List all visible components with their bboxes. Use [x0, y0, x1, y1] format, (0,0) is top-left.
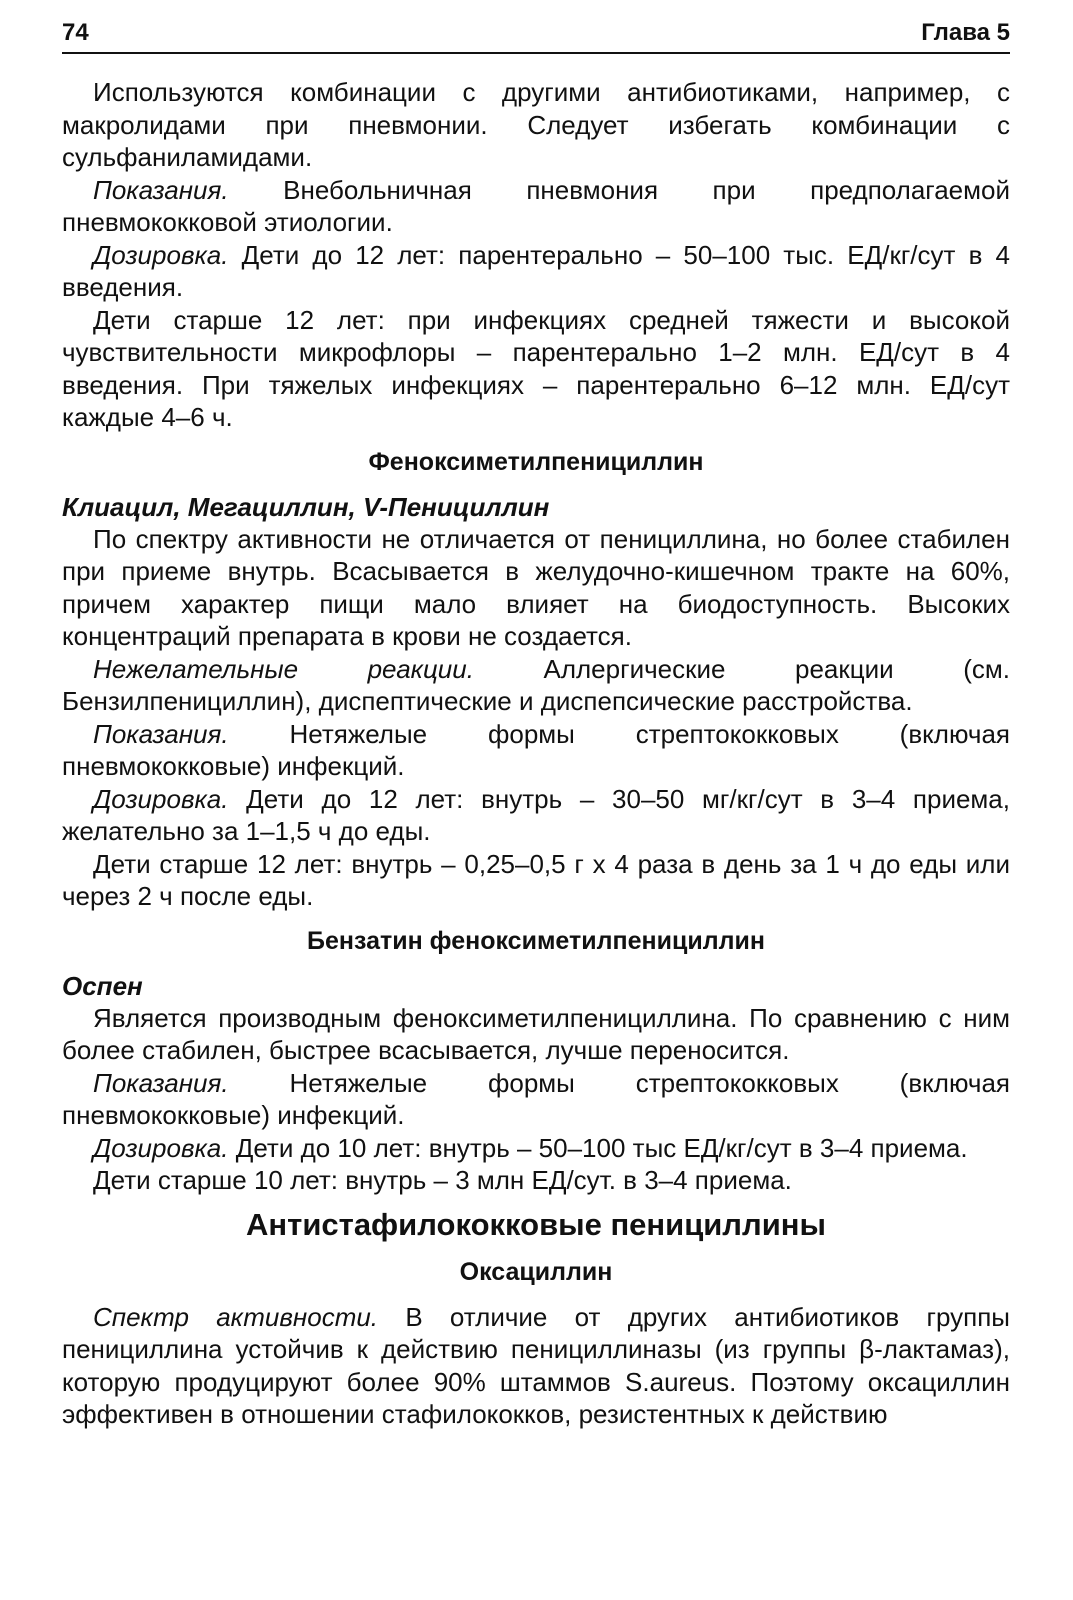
paragraph-dosage-older: Дети старше 12 лет: при инфекциях средней тяжести и высокой чувствительности микрофлоры – парентерально 1–2 млн. ЕД/сут в 4 введения. При тяжелых инфекциях – парентерально 6–12 млн. ЕД/сут каждые 4–6 ч.: [62, 304, 1010, 432]
trade-names: Клиацил, Мегациллин, V-Пенициллин: [62, 491, 550, 522]
drug-heading-benzathine-phenoxymethylpenicillin: Бензатин феноксиметилпенициллин: [307, 926, 765, 955]
lead-term: Дозировка.: [93, 1132, 229, 1163]
paragraph-text: В отличие от других антибиотиков группы пенициллина устойчив к действию пенициллиназы (из группы β-лактамаз), которую продуцируют более 90% штаммов S.aureus. Поэтому оксациллин эффективен в отношении стафилококков, резистентных к действию: [62, 1301, 1010, 1429]
paragraph-text: Нетяжелые формы стрептококковых (включая пневмококковые) инфекций.: [62, 1067, 1010, 1130]
paragraph-indications: [62, 718, 1010, 783]
paragraph-text: Дети до 10 лет: внутрь – 50–100 тыс ЕД/кг/сут в 3–4 приема.: [228, 1132, 968, 1163]
section-heading-antistaphylococcal: Антистафилококковые пенициллины: [246, 1206, 826, 1242]
paragraph-adverse-reactions: [62, 653, 1010, 718]
paragraph-combinations: Используются комбинации с другими антибиотиками, например, с макролидами при пневмонии. Следует избегать комбинации с сульфаниламидами.: [62, 77, 1010, 172]
paragraph-description: По спектру активности не отличается от пенициллина, но более стабилен при приеме внутрь. Всасывается в желудочно-кишечном тракте на 60%, причем характер пищи мало влияет на биодоступность. Высоких концентраций препарата в крови не создается.: [62, 523, 1010, 651]
paragraph-dosage-older: Дети старше 12 лет: внутрь – 0,25–0,5 г х 4 раза в день за 1 ч до еды или через 2 ч после еды.: [62, 848, 1010, 911]
paragraph-spectrum: [62, 1301, 1010, 1431]
paragraph-dosage: [62, 783, 1010, 848]
paragraph-indications: [62, 1067, 1010, 1132]
page-number: 74: [62, 19, 89, 46]
lead-term: Показания.: [93, 718, 229, 749]
paragraph-dosage-older: Дети старше 10 лет: внутрь – 3 млн ЕД/сут. в 3–4 приема.: [93, 1165, 792, 1195]
chapter-title: Глава 5: [921, 19, 1010, 46]
paragraph-description: Является производным феноксиметилпенициллина. По сравнению с ним более стабилен, быстрее всасывается, лучше переносится.: [62, 1002, 1010, 1065]
book-page: [62, 18, 1010, 1431]
paragraph-text: Внебольничная пневмония при предполагаемой пневмококковой этиологии.: [62, 174, 1010, 237]
paragraph-text: Дети до 12 лет: внутрь – 30–50 мг/кг/сут в 3–4 приема, желательно за 1–1,5 ч до еды.: [62, 783, 1010, 846]
lead-term: Показания.: [93, 174, 229, 205]
running-head: [62, 18, 1010, 54]
paragraph-dosage: [62, 1132, 1010, 1165]
lead-term: Дозировка.: [93, 783, 229, 814]
drug-heading-phenoxymethylpenicillin: Феноксиметилпенициллин: [368, 447, 704, 476]
page-body: [62, 76, 1010, 1431]
paragraph-dosage: [62, 239, 1010, 304]
lead-term: Дозировка.: [93, 239, 229, 270]
trade-names: Оспен: [62, 970, 143, 1001]
paragraph-text: Дети до 12 лет: парентерально – 50–100 тыс. ЕД/кг/сут в 4 введения.: [62, 239, 1010, 302]
drug-heading-oxacillin: Оксациллин: [459, 1257, 613, 1286]
paragraph-text: Аллергические реакции (см. Бензилпенициллин), диспептические и диспепсические расстройства.: [62, 653, 1010, 716]
lead-term: Нежелательные реакции.: [93, 653, 474, 684]
lead-term: Спектр активности.: [93, 1301, 379, 1332]
paragraph-indications: [62, 174, 1010, 239]
paragraph-text: Нетяжелые формы стрептококковых (включая пневмококковые) инфекций.: [62, 718, 1010, 781]
lead-term: Показания.: [93, 1067, 229, 1098]
